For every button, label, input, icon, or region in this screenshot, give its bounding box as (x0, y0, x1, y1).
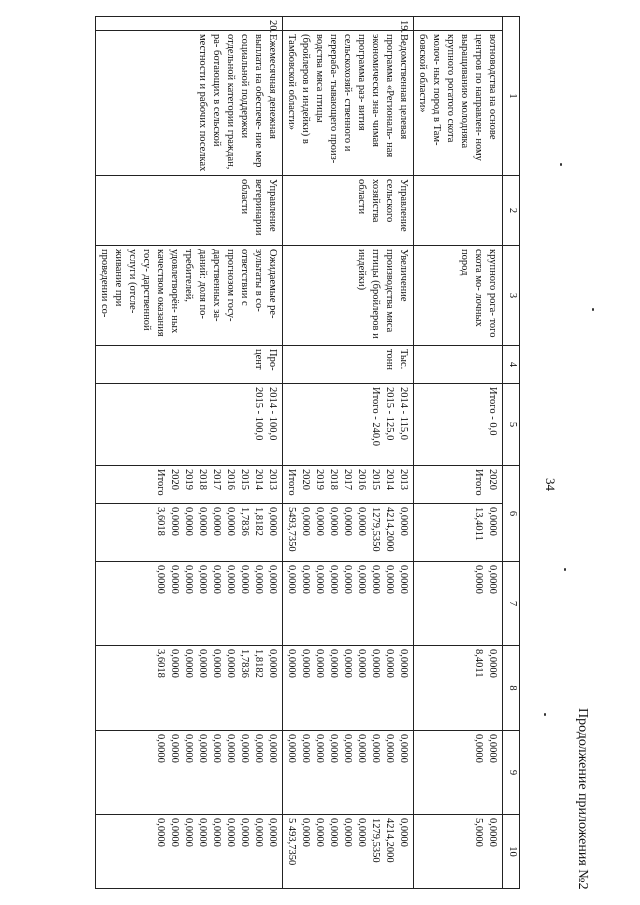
indicator: Увеличение производства мяса птицы (бройлеров и индейки) (283, 246, 414, 346)
year-value: 2020 (487, 469, 498, 490)
table-row (96, 17, 283, 889)
federal-funding-value: 0,0000 (300, 565, 311, 594)
scan-speck (544, 713, 546, 716)
year-value: 2015 (239, 469, 250, 490)
unit: Тыс. тонн (283, 346, 414, 384)
total-funding (414, 504, 503, 562)
regional-funding-value: 0,0000 (487, 649, 498, 678)
executor: Управление сельского хозяйства области (283, 176, 414, 246)
total-funding (96, 504, 283, 562)
local-funding (96, 731, 283, 815)
federal-funding-value: 0,0000 (169, 565, 180, 594)
year-value: Итого (155, 469, 166, 496)
total-funding-value: 3,6018 (155, 507, 166, 536)
regional-funding-value: 0,0000 (225, 649, 236, 678)
local-funding-value: 0,0000 (356, 734, 367, 763)
header-row (503, 17, 520, 889)
other-funding-value: 0,0000 (314, 818, 325, 847)
total-funding-value: 1,7836 (239, 507, 250, 536)
federal-funding-value: 0,0000 (286, 565, 297, 594)
federal-funding-value: 0,0000 (356, 565, 367, 594)
event-name: вотноводства на основе центров по направлен- ному выращиванию молодняка крупного рогатого скота молоч- ных пород в Там- бовской области» (414, 31, 503, 176)
other-funding-value: 0,0000 (225, 818, 236, 847)
year-value: 2016 (356, 469, 367, 490)
unit: Про- цент (96, 346, 283, 384)
other-funding (96, 815, 283, 889)
appendix-title: Продолжение приложения №2 (575, 708, 590, 890)
regional-funding-value: 0,0000 (314, 649, 325, 678)
local-funding-value: 0,0000 (197, 734, 208, 763)
total-funding-value: 0,0000 (398, 507, 409, 536)
local-funding-value: 0,0000 (267, 734, 278, 763)
header-cell: 4 (503, 346, 520, 384)
row-number (414, 17, 503, 31)
regional-funding-value: 0,0000 (398, 649, 409, 678)
total-funding-value: 0,0000 (487, 507, 498, 536)
regional-funding-value: 0,0000 (197, 649, 208, 678)
federal-funding-value: 0,0000 (225, 565, 236, 594)
total-funding (283, 504, 414, 562)
federal-funding-value: 0,0000 (398, 565, 409, 594)
other-funding-value: 0,0000 (197, 818, 208, 847)
federal-funding-value: 0,0000 (267, 565, 278, 594)
header-cell: 5 (503, 384, 520, 466)
total-funding-value: 0,0000 (169, 507, 180, 536)
page-number: 34 (543, 478, 558, 491)
plan-values: 2014 - 115,0 2015 - 125,0 Итого - 240,0 (283, 384, 414, 466)
regional-funding-value: 0,0000 (370, 649, 381, 678)
federal-funding-value: 0,0000 (473, 565, 484, 594)
local-funding-value: 0,0000 (211, 734, 222, 763)
federal-funding-value: 0,0000 (183, 565, 194, 594)
executor (414, 176, 503, 246)
total-funding-value: 13,4011 (473, 507, 484, 541)
other-funding-value: 0,0000 (328, 818, 339, 847)
federal-funding (414, 562, 503, 646)
other-funding-value: 0,0000 (183, 818, 194, 847)
other-funding-value: 0,0000 (487, 818, 498, 847)
other-funding-value: 0,0000 (342, 818, 353, 847)
other-funding (414, 815, 503, 889)
federal-funding-value: 0,0000 (314, 565, 325, 594)
local-funding-value: 0,0000 (398, 734, 409, 763)
rotated-page (10, 8, 610, 898)
local-funding-value: 0,0000 (384, 734, 395, 763)
other-funding-value: 4214,2000 (384, 818, 395, 863)
regional-funding-value: 1,7836 (239, 649, 250, 678)
federal-funding-value: 0,0000 (342, 565, 353, 594)
regional-funding (283, 646, 414, 731)
federal-funding (96, 562, 283, 646)
local-funding-value: 0,0000 (183, 734, 194, 763)
scan-speck (592, 308, 594, 311)
header-cell: 1 (503, 17, 520, 176)
year-value: 2018 (328, 469, 339, 490)
indicator: Ожидаемые ре- зультаты в со- ответствии с прогнозом госу- дарственных за- даний: доля по- требителей, удовлетворён- ных качеством оказания госу- дарственной услуги (отсле- живание при проведении со- (96, 246, 283, 346)
federal-funding-value: 0,0000 (197, 565, 208, 594)
regional-funding-value: 0,0000 (328, 649, 339, 678)
header-cell: 2 (503, 176, 520, 246)
header-cell: 6 (503, 466, 520, 562)
federal-funding-value: 0,0000 (384, 565, 395, 594)
year-value: 2019 (183, 469, 194, 490)
total-funding-value: 0,0000 (211, 507, 222, 536)
year-value: 2017 (211, 469, 222, 490)
budget-table (95, 16, 520, 889)
other-funding-value: 0,0000 (300, 818, 311, 847)
local-funding-value: 0,0000 (370, 734, 381, 763)
local-funding-value: 0,0000 (253, 734, 264, 763)
local-funding-value: 0,0000 (155, 734, 166, 763)
regional-funding-value: 3,6018 (155, 649, 166, 678)
regional-funding-value: 0,0000 (384, 649, 395, 678)
other-funding-value: 0,0000 (169, 818, 180, 847)
year (283, 466, 414, 504)
total-funding-value: 0,0000 (328, 507, 339, 536)
row-number: 20. (96, 17, 283, 31)
unit (414, 346, 503, 384)
federal-funding-value: 0,0000 (211, 565, 222, 594)
regional-funding-value: 0,0000 (169, 649, 180, 678)
year-value: 2016 (225, 469, 236, 490)
local-funding-value: 0,0000 (225, 734, 236, 763)
local-funding (414, 731, 503, 815)
local-funding-value: 0,0000 (314, 734, 325, 763)
regional-funding-value: 0,0000 (183, 649, 194, 678)
year-value: Итого (473, 469, 484, 496)
other-funding (283, 815, 414, 889)
local-funding-value: 0,0000 (342, 734, 353, 763)
total-funding-value: 1279,5350 (370, 507, 381, 552)
event-name: Ежемесячная денежная выплата на обеспече- ние мер социальной поддержки отдельной категории граждан, ра- ботающих в сельской местности и рабочих поселках (96, 31, 283, 176)
local-funding-value: 0,0000 (487, 734, 498, 763)
scan-speck (564, 568, 566, 571)
regional-funding-value: 1,8182 (253, 649, 264, 678)
regional-funding-value: 0,0000 (300, 649, 311, 678)
regional-funding-value: 0,0000 (211, 649, 222, 678)
other-funding-value: 0,0000 (211, 818, 222, 847)
regional-funding-value: 0,0000 (342, 649, 353, 678)
total-funding-value: 1,8182 (253, 507, 264, 536)
scan-speck (560, 163, 562, 166)
table-row (283, 17, 414, 889)
year-value: 2015 (370, 469, 381, 490)
year-value: Итого (286, 469, 297, 496)
header-cell: 10 (503, 815, 520, 889)
year-value: 2020 (300, 469, 311, 490)
year-value: 2020 (169, 469, 180, 490)
regional-funding-value: 8,4011 (473, 649, 484, 678)
row-number: 19. (283, 17, 414, 31)
event-name: Ведомственная целевая программа «Региональ- ная экономически зна- чимая программа раз- вития сельскохозяй- ственного и перераба- тывающего произ- водства мяса птицы (бройлеров и индейки) в Тамбовской области» (283, 31, 414, 176)
other-funding-value: 0,0000 (356, 818, 367, 847)
header-cell: 8 (503, 646, 520, 731)
year (414, 466, 503, 504)
plan-values: 2014 - 100,0 2015 - 100,0 (96, 384, 283, 466)
federal-funding-value: 0,0000 (370, 565, 381, 594)
federal-funding-value: 0,0000 (239, 565, 250, 594)
year-value: 2017 (342, 469, 353, 490)
federal-funding (283, 562, 414, 646)
total-funding-value: 4214,2000 (384, 507, 395, 552)
local-funding-value: 0,0000 (239, 734, 250, 763)
year-value: 2018 (197, 469, 208, 490)
year-value: 2013 (267, 469, 278, 490)
other-funding-value: 0,0000 (155, 818, 166, 847)
other-funding-value: 5 493,7350 (286, 818, 297, 866)
year-value: 2014 (253, 469, 264, 490)
local-funding (283, 731, 414, 815)
other-funding-value: 1279,5350 (370, 818, 381, 863)
total-funding-value: 5493,7350 (286, 507, 297, 552)
table-row (414, 17, 503, 889)
year-value: 2013 (398, 469, 409, 490)
local-funding-value: 0,0000 (300, 734, 311, 763)
total-funding-value: 0,0000 (197, 507, 208, 536)
regional-funding (96, 646, 283, 731)
local-funding-value: 0,0000 (473, 734, 484, 763)
total-funding-value: 0,0000 (267, 507, 278, 536)
plan-values: Итого - 0,0 (414, 384, 503, 466)
local-funding-value: 0,0000 (286, 734, 297, 763)
executor: Управление ветеринарии области (96, 176, 283, 246)
local-funding-value: 0,0000 (328, 734, 339, 763)
header-cell: 9 (503, 731, 520, 815)
local-funding-value: 0,0000 (169, 734, 180, 763)
federal-funding-value: 0,0000 (253, 565, 264, 594)
total-funding-value: 0,0000 (300, 507, 311, 536)
year-value: 2014 (384, 469, 395, 490)
total-funding-value: 0,0000 (342, 507, 353, 536)
indicator: крупного рога- того скота мо- лочных пород (414, 246, 503, 346)
regional-funding-value: 0,0000 (267, 649, 278, 678)
federal-funding-value: 0,0000 (328, 565, 339, 594)
regional-funding (414, 646, 503, 731)
year-value: 2019 (314, 469, 325, 490)
federal-funding-value: 0,0000 (487, 565, 498, 594)
header-cell: 7 (503, 562, 520, 646)
other-funding-value: 0,0000 (253, 818, 264, 847)
other-funding-value: 5,0000 (473, 818, 484, 847)
other-funding-value: 0,0000 (267, 818, 278, 847)
total-funding-value: 0,0000 (225, 507, 236, 536)
other-funding-value: 0,0000 (398, 818, 409, 847)
regional-funding-value: 0,0000 (286, 649, 297, 678)
total-funding-value: 0,0000 (314, 507, 325, 536)
year (96, 466, 283, 504)
total-funding-value: 0,0000 (356, 507, 367, 536)
header-cell: 3 (503, 246, 520, 346)
other-funding-value: 0,0000 (239, 818, 250, 847)
total-funding-value: 0,0000 (183, 507, 194, 536)
regional-funding-value: 0,0000 (356, 649, 367, 678)
federal-funding-value: 0,0000 (155, 565, 166, 594)
